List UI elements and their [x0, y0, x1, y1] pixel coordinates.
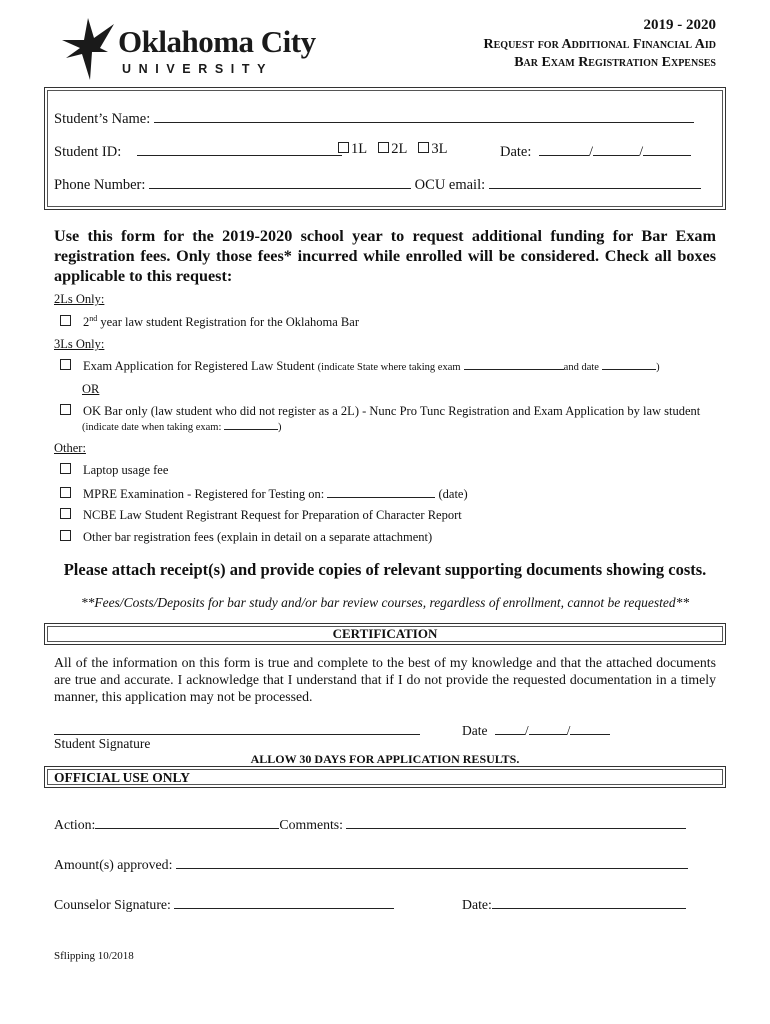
ok-bar-only-checkbox[interactable] — [60, 404, 71, 415]
official-date-row — [462, 894, 686, 913]
date-day-field[interactable] — [593, 141, 639, 156]
student-id-row — [54, 141, 342, 161]
twoL-registration-checkbox[interactable] — [60, 315, 71, 326]
other-item-other-fees — [60, 530, 432, 545]
twoL-heading: 2Ls Only: — [54, 292, 105, 306]
attach-receipts-note: Please attach receipt(s) and provide copies of relevant supporting documents showing costs. — [63, 560, 707, 579]
official-date-field[interactable] — [492, 894, 686, 909]
student-name-label: Student’s Name: — [54, 111, 151, 127]
counselor-signature-field[interactable] — [174, 894, 394, 909]
twoL-item — [60, 314, 359, 330]
class-1l-checkbox[interactable] — [338, 142, 349, 153]
mpre-checkbox[interactable] — [60, 487, 71, 498]
action-label: Action: — [54, 817, 96, 832]
mpre-label: MPRE Examination - Registered for Testing on: — [83, 487, 325, 501]
date-year-field[interactable] — [643, 141, 691, 156]
ok-bar-date-row — [82, 419, 282, 433]
other-item-mpre — [60, 486, 468, 502]
twoL-item-sup: nd — [89, 314, 98, 323]
cert-date-row: Date / / — [462, 720, 610, 739]
ncbe-label: NCBE Law Student Registrant Request for Preparation of Character Report — [83, 508, 462, 522]
ncbe-checkbox[interactable] — [60, 508, 71, 519]
class-2l-checkbox[interactable] — [378, 142, 389, 153]
exam-application-label: Exam Application for Registered Law Student — [83, 359, 315, 373]
laptop-fee-label: Laptop usage fee — [83, 463, 169, 477]
intro-instructions: Use this form for the 2019-2020 school year to request additional funding for Bar Exam registration fees. Only those fees* incurred while enrolled will be considered. Check all boxes applicable to this request: — [54, 227, 716, 285]
other-fees-label: Other bar registration fees (explain in detail on a separate attachment) — [83, 530, 433, 544]
footer-revision: Sflipping 10/2018 — [54, 950, 134, 962]
date-row: Date: / / — [500, 141, 691, 161]
phone-field[interactable] — [149, 174, 411, 189]
logo-wordmark: Oklahoma City — [118, 24, 316, 59]
exam-state-field[interactable] — [464, 359, 564, 370]
counselor-signature-label: Counselor Signature: — [54, 897, 171, 912]
cert-date-day-field[interactable] — [529, 720, 567, 735]
exam-date-hint: and date — [563, 362, 599, 373]
threeL-heading: 3Ls Only: — [54, 337, 105, 351]
date-label: Date: — [500, 144, 532, 160]
exam-state-hint: (indicate State where taking exam — [317, 362, 461, 373]
certification-text: All of the information on this form is true and complete to the best of my knowledge and that the attached documents are true and accurate. I acknowledge that I understand that if I do not provide the requested documentation in a timely manner, this application may not be processed. — [54, 655, 716, 704]
class-3l-checkbox[interactable] — [418, 142, 429, 153]
official-date-label: Date: — [462, 897, 492, 912]
official-use-title: OFFICIAL USE ONLY — [54, 770, 191, 785]
cert-date-label: Date — [462, 723, 488, 738]
phone-email-row — [54, 174, 701, 194]
student-name-row — [54, 108, 694, 128]
comments-field[interactable] — [346, 814, 686, 829]
cert-date-month-field[interactable] — [495, 720, 525, 735]
student-id-label: Student ID: — [54, 144, 122, 160]
exam-application-checkbox[interactable] — [60, 359, 71, 370]
amount-field[interactable] — [176, 854, 688, 869]
student-name-field[interactable] — [154, 108, 694, 123]
other-fees-checkbox[interactable] — [60, 530, 71, 541]
action-comments-row — [54, 814, 686, 833]
school-year: 2019 - 2020 — [643, 17, 716, 33]
exam-date-field[interactable] — [602, 359, 656, 370]
cert-date-year-field[interactable] — [570, 720, 610, 735]
date-month-field[interactable] — [539, 141, 589, 156]
class-2l-label: 2L — [391, 141, 407, 157]
form-title-line2: Bar Exam Registration Expenses — [514, 55, 716, 70]
class-1l-label: 1L — [351, 141, 367, 157]
phone-label: Phone Number: — [54, 177, 146, 193]
twoL-item-post: year law student Registration for the Oklahoma Bar — [97, 315, 359, 330]
form-title-line1: Request for Additional Financial Aid — [483, 37, 716, 52]
university-logo-star-icon — [62, 18, 114, 80]
student-id-field[interactable] — [137, 141, 342, 156]
threeL-item2 — [60, 404, 700, 419]
laptop-fee-checkbox[interactable] — [60, 463, 71, 474]
ok-bar-only-label: OK Bar only (law student who did not register as a 2L) - Nunc Pro Tunc Registration and Exam Application by law student — [83, 404, 701, 418]
comments-label: Comments: — [279, 817, 344, 832]
exam-hint-close: ) — [656, 362, 660, 373]
ok-bar-date-hint: (indicate date when taking exam: — [82, 422, 222, 433]
twoL-item-pre: 2 — [83, 315, 90, 330]
threeL-item1 — [60, 359, 660, 374]
amount-label: Amount(s) approved: — [54, 857, 173, 872]
or-label: OR — [82, 382, 100, 396]
email-field[interactable] — [489, 174, 701, 189]
fees-exclusion-note: **Fees/Costs/Deposits for bar study and/or bar review courses, regardless of enrollment, cannot be requested** — [80, 595, 690, 610]
amount-row — [54, 854, 688, 873]
other-heading: Other: — [54, 441, 86, 455]
mpre-date-suffix: (date) — [438, 487, 468, 501]
class-3l-label: 3L — [431, 141, 448, 157]
mpre-date-field[interactable] — [327, 486, 435, 498]
student-signature-label: Student Signature — [54, 736, 151, 751]
student-signature-field[interactable] — [54, 720, 420, 735]
ok-bar-date-field[interactable] — [224, 419, 278, 430]
action-field[interactable] — [95, 814, 279, 829]
other-item-ncbe — [60, 508, 462, 523]
logo-subtitle: UNIVERSITY — [122, 62, 274, 76]
email-label: OCU email: — [414, 177, 486, 193]
class-options — [338, 141, 448, 158]
ok-bar-date-close: ) — [278, 422, 282, 433]
counselor-row — [54, 894, 394, 913]
certification-title: CERTIFICATION — [332, 626, 438, 641]
other-item-laptop — [60, 463, 168, 478]
allow-days-note: ALLOW 30 DAYS FOR APPLICATION RESULTS. — [250, 752, 520, 766]
